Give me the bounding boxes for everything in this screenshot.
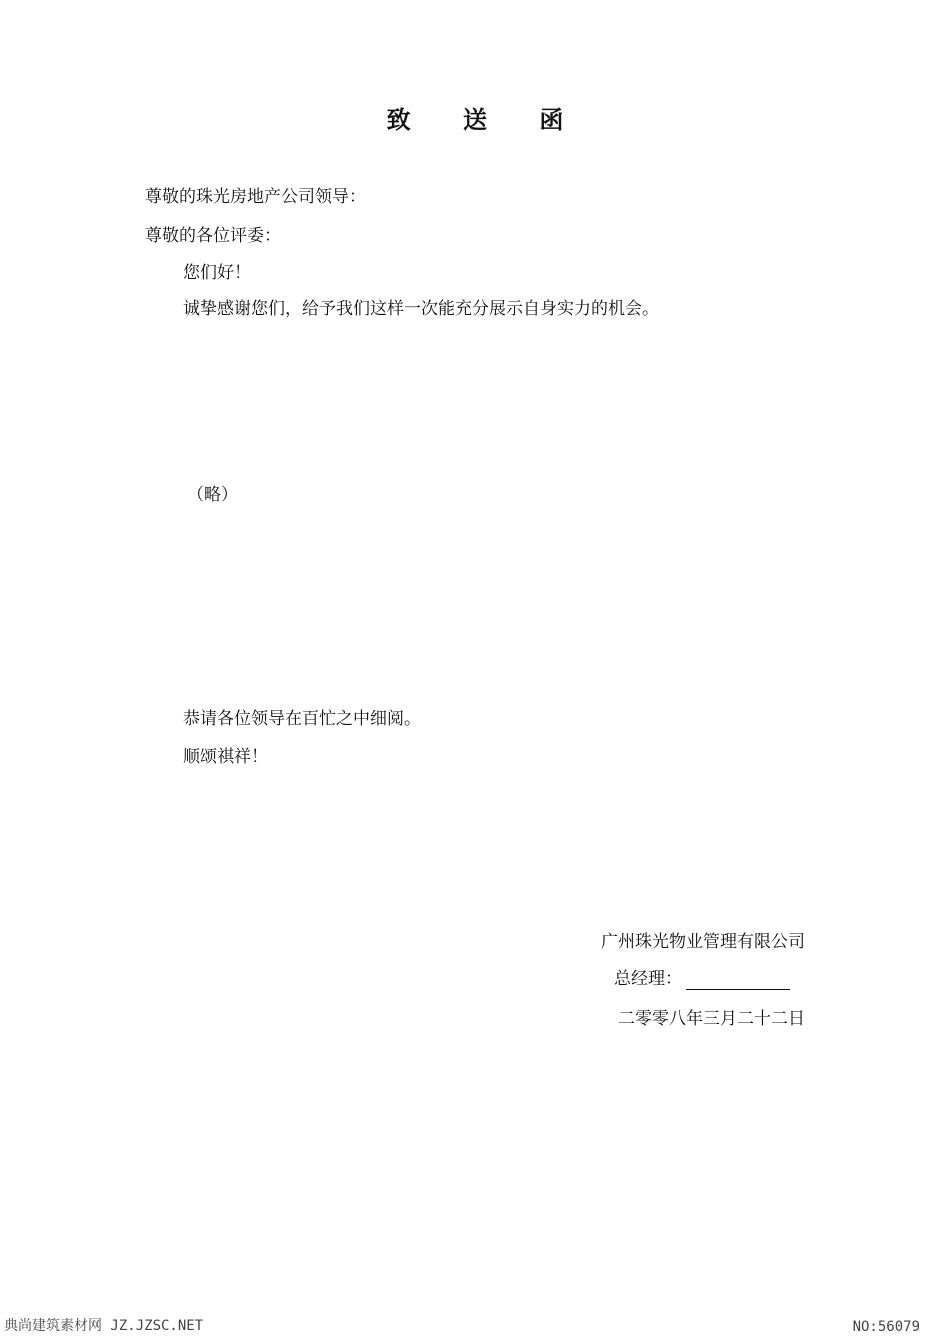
document-title: 致 送 函 [386,106,586,134]
signature-company: 广州珠光物业管理有限公司 [601,932,805,952]
closing-wishes: 顺颂祺祥！ [183,747,268,767]
signature-title [614,968,790,990]
signature-blank-line [686,971,790,990]
salutation-judges: 尊敬的各位评委： [145,226,281,246]
signature-title-label: 总经理： [614,969,682,989]
footer-watermark: 典尚建筑素材网 JZ.JZSC.NET [4,1318,204,1334]
greeting: 您们好！ [183,263,251,283]
body-paragraph: 诚挚感谢您们，给予我们这样一次能充分展示自身实力的机会。 [183,299,659,319]
signature-date: 二零零八年三月二十二日 [618,1009,805,1029]
omitted-note: （略） [187,485,238,505]
footer-number: NO:56079 [852,1319,920,1335]
closing-request: 恭请各位领导在百忙之中细阅。 [183,709,421,729]
salutation-company: 尊敬的珠光房地产公司领导： [145,187,366,207]
